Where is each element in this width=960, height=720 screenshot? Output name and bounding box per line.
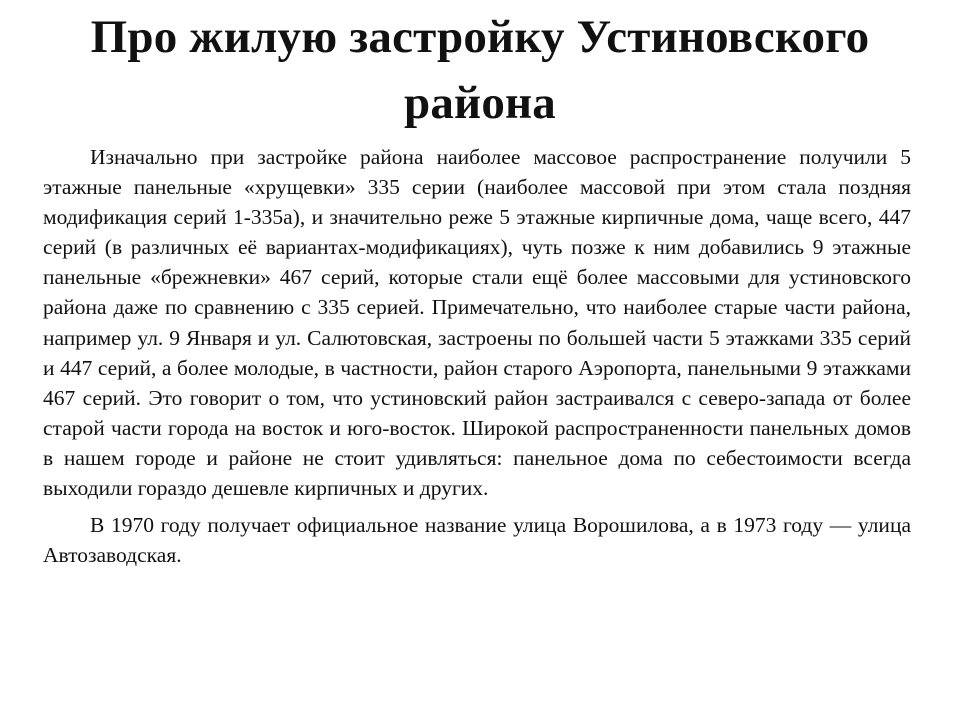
paragraph-housing-series: Изначально при застройке района наиболее массовое распространение получили 5 этажные панельные «хрущевки» 335 серии (наиболее массовой при этом стала поздняя модификация серий 1-335а), и значительно реже 5 этажные кирпичные дома, чаще всего, 447 серий (в различных её вариантах-модификациях), чуть позже к ним добавились 9 этажные панельные «брежневки» 467 серий, которые стали ещё более массовыми для устиновского района даже по сравнению с 335 серией. Примечательно, что наиболее старые части района, например ул. 9 Января и ул. Салютовская, застроены по большей части 5 этажками 335 серий и 447 серий, а более молодые, в частности, район старого Аэропорта, панельными 9 этажками 467 серий. Это говорит о том, что устиновский район застраивался с северо-запада от более старой части города на восток и юго-восток. Широкой распространенности панельных домов в нашем городе и районе не стоит удивляться: панельное дома по себестоимости всегда выходили гораздо дешевле кирпичных и других. bbox=[43, 145, 911, 501]
slide-title: Про жилую застройку Устиновского района bbox=[90, 11, 870, 129]
slide-body bbox=[43, 142, 911, 570]
paragraph-street-names: В 1970 году получает официальное название улица Ворошилова, а в 1973 году — улица Автозаводская. bbox=[43, 513, 911, 568]
